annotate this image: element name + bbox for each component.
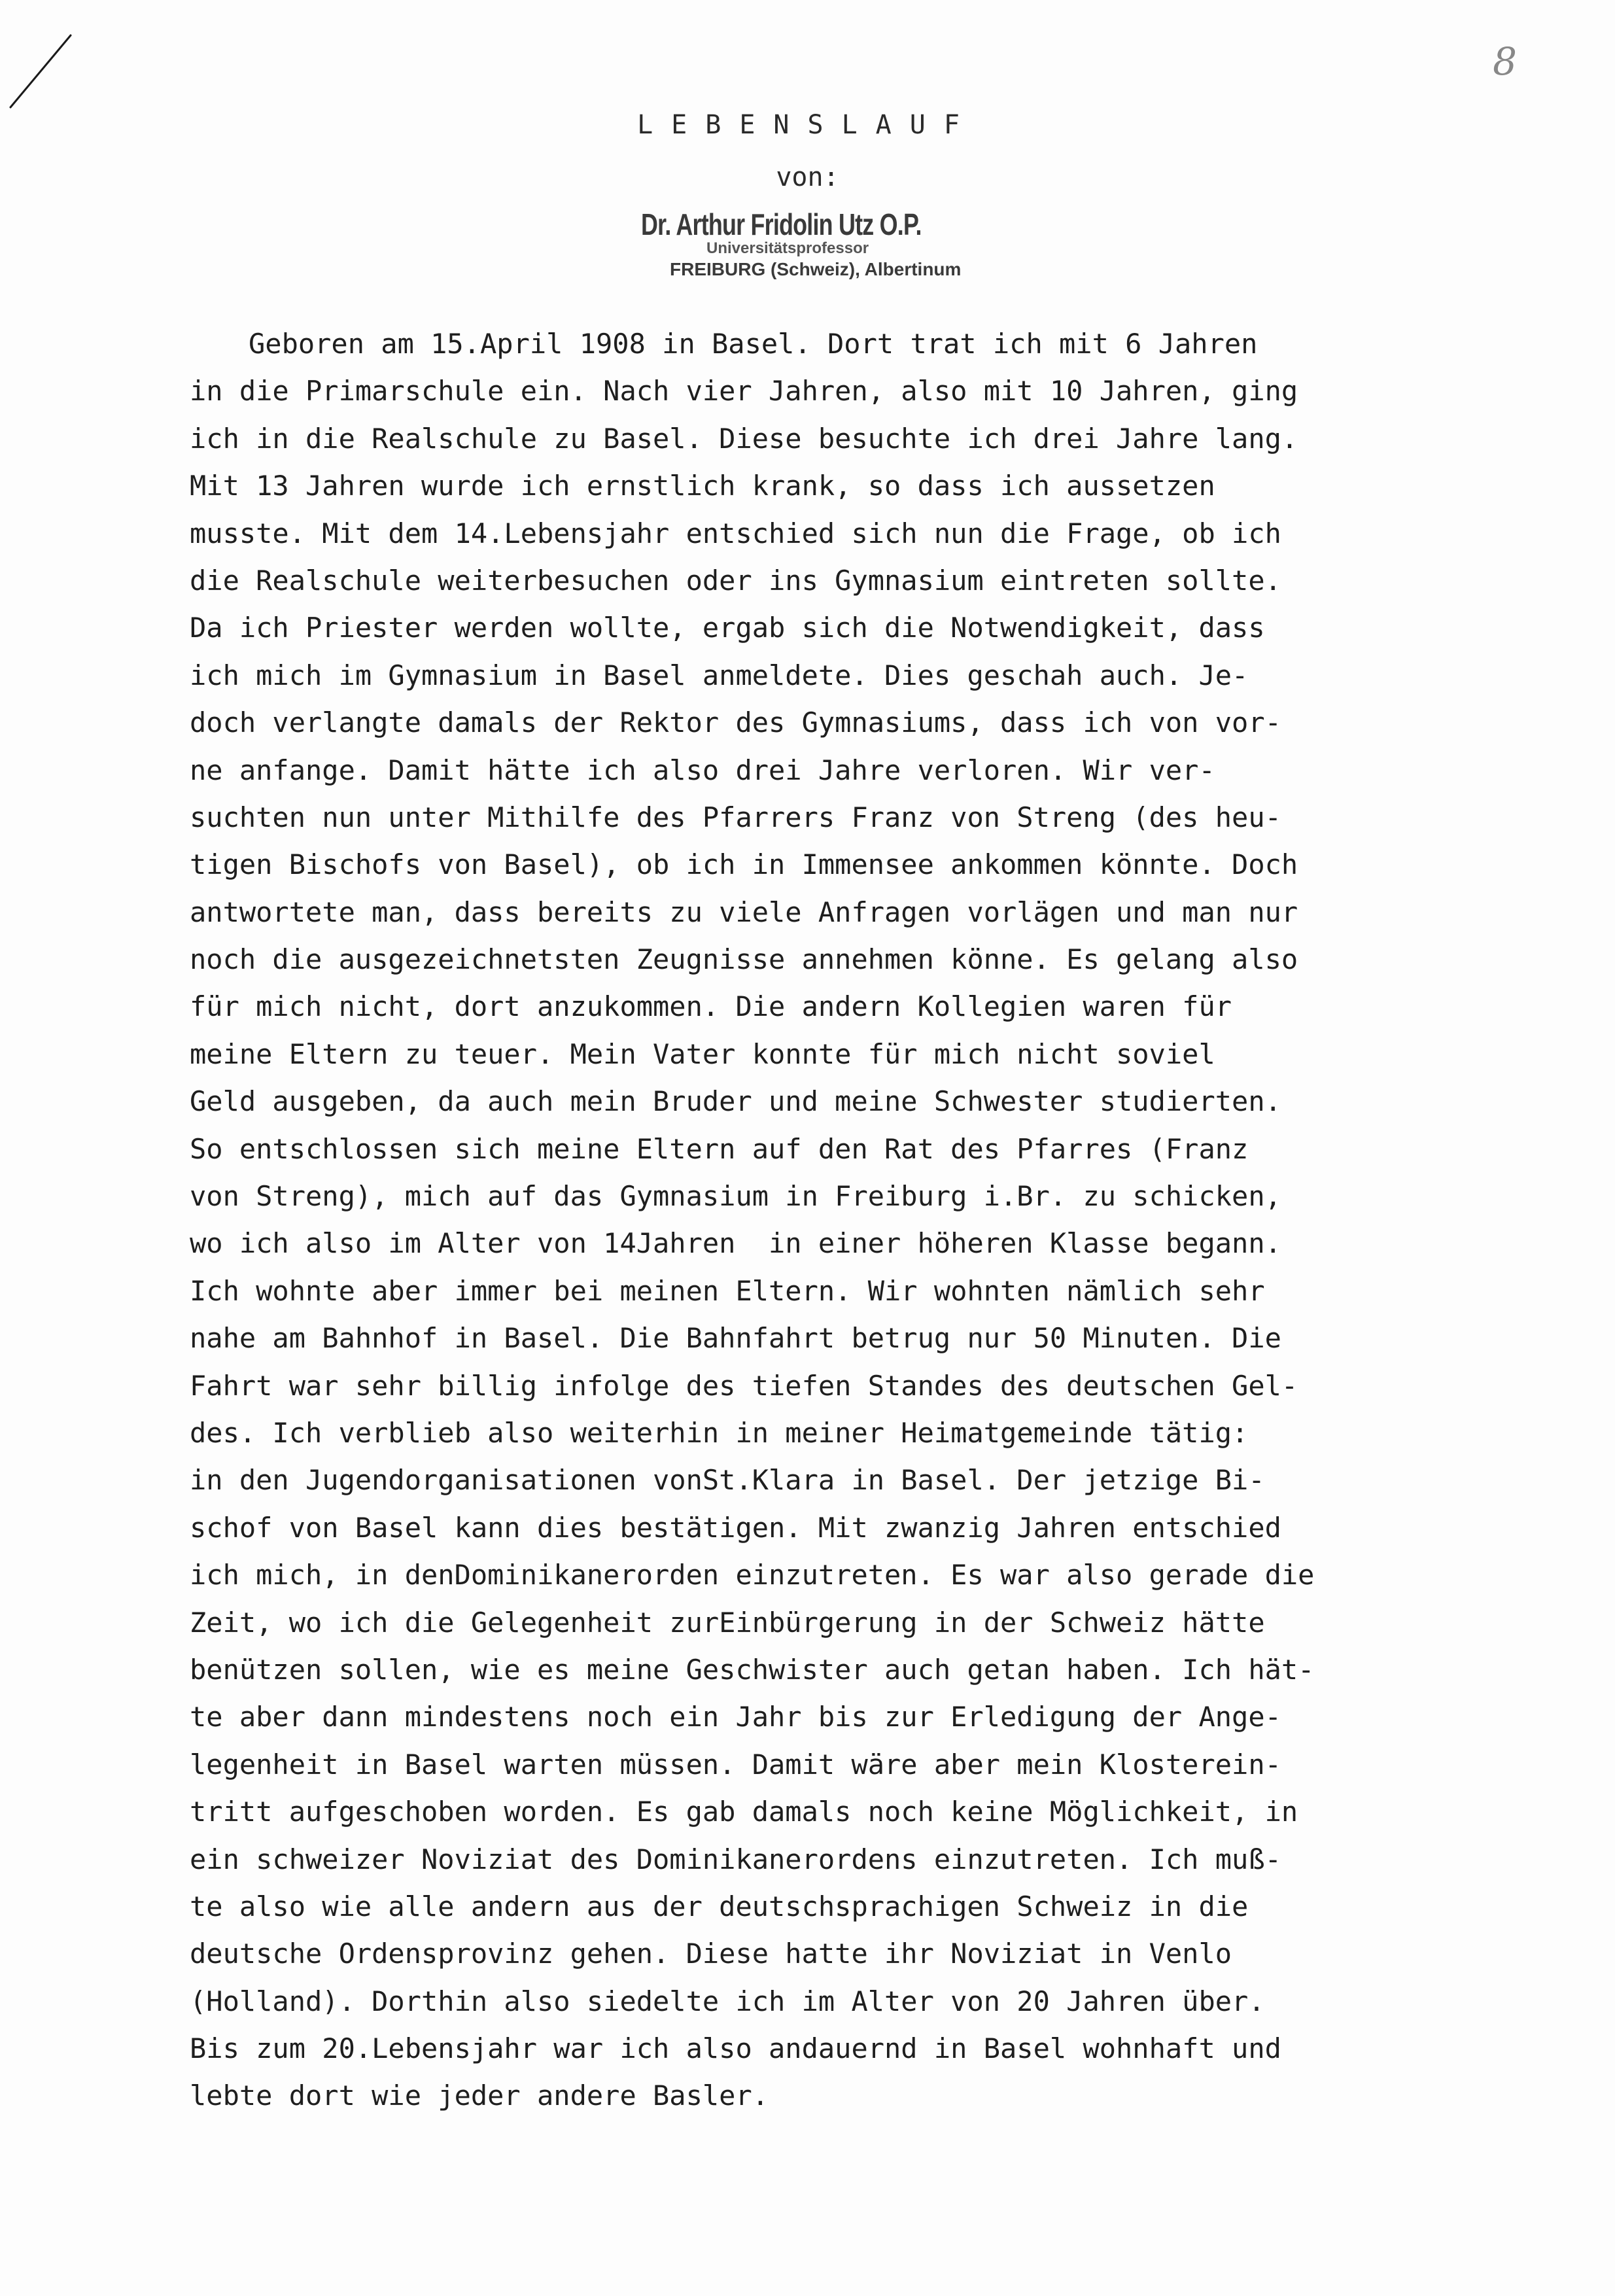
text-line: in die Primarschule ein. Nach vier Jahren, also mit 10 Jahren, ging [190,375,1298,408]
text-line: ich mich, in denDominikanerorden einzutreten. Es war also gerade die [190,1559,1315,1592]
text-line: (Holland). Dorthin also siedelte ich im Alter von 20 Jahren über. [190,1985,1265,2017]
text-line: wo ich also im Alter von 14Jahren in einer höheren Klasse begann. [190,1227,1281,1260]
text-line: te also wie alle andern aus der deutschsprachigen Schweiz in die [190,1890,1249,1922]
text-line: deutsche Ordensprovinz gehen. Diese hatte ihr Noviziat in Venlo [190,1938,1232,1970]
text-line: Fahrt war sehr billig infolge des tiefen Standes des deutschen Gel- [190,1369,1298,1402]
text-line: Geboren am 15.April 1908 in Basel. Dort trat ich mit 6 Jahren [249,328,1258,360]
text-line: Mit 13 Jahren wurde ich ernstlich krank, so dass ich aussetzen [190,470,1215,502]
text-line: te aber dann mindestens noch ein Jahr bis zur Erledigung der Ange- [190,1701,1281,1733]
text-line: ne anfange. Damit hätte ich also drei Jahre verloren. Wir ver- [190,754,1215,786]
text-line: Geld ausgeben, da auch mein Bruder und meine Schwester studierten. [190,1085,1281,1118]
page-number: 8 [1493,39,1517,84]
author-stamp [641,207,1033,280]
text-line: nahe am Bahnhof in Basel. Die Bahnfahrt betrug nur 50 Minuten. Die [190,1322,1281,1355]
text-line: noch die ausgezeichnetsten Zeugnisse annehmen könne. Es gelang also [190,943,1298,976]
text-line: legenheit in Basel warten müssen. Damit wäre aber mein Klosterein- [190,1748,1281,1781]
text-line: Zeit, wo ich die Gelegenheit zurEinbürgerung in der Schweiz hätte [190,1606,1265,1639]
text-line: lebte dort wie jeder andere Basler. [190,2079,769,2112]
text-line: Bis zum 20.Lebensjahr war ich also andauernd in Basel wohnhaft und [190,2032,1281,2065]
text-line: tritt aufgeschoben worden. Es gab damals noch keine Möglichkeit, in [190,1796,1298,1828]
text-line: von Streng), mich auf das Gymnasium in Freiburg i.Br. zu schicken, [190,1180,1281,1213]
pen-stroke-mark [7,26,85,111]
text-line: Da ich Priester werden wollte, ergab sich die Notwendigkeit, dass [190,612,1265,644]
text-line: schof von Basel kann dies bestätigen. Mit zwanzig Jahren entschied [190,1511,1281,1544]
text-line: So entschlossen sich meine Eltern auf den Rat des Pfarres (Franz [190,1132,1249,1165]
document-title: LEBENSLAUF [637,110,978,140]
text-line: die Realschule weiterbesuchen oder ins Gymnasium eintreten sollte. [190,564,1281,597]
text-line: doch verlangte damals der Rektor des Gymnasiums, dass ich von vor- [190,706,1281,739]
body-text [190,321,1537,2120]
text-line: tigen Bischofs von Basel), ob ich in Immensee ankommen könnte. Doch [190,848,1298,881]
stamp-name: Dr. Arthur Fridolin Utz O.P. [641,207,922,241]
text-line: ein schweizer Noviziat des Dominikanerordens einzutreten. Ich muß- [190,1843,1281,1875]
text-line: musste. Mit dem 14.Lebensjahr entschied sich nun die Frage, ob ich [190,517,1281,549]
stamp-place: FREIBURG (Schweiz), Albertinum [670,259,962,279]
text-line: suchten nun unter Mithilfe des Pfarrers Franz von Streng (des heu- [190,801,1281,833]
title-von: von: [776,162,839,192]
text-line: ich mich im Gymnasium in Basel anmeldete. Dies geschah auch. Je- [190,659,1249,691]
text-line: des. Ich verblieb also weiterhin in meiner Heimatgemeinde tätig: [190,1416,1249,1449]
text-line: ich in die Realschule zu Basel. Diese besuchte ich drei Jahre lang. [190,422,1298,455]
text-line: meine Eltern zu teuer. Mein Vater konnte für mich nicht soviel [190,1037,1215,1070]
text-line: antwortete man, dass bereits zu viele Anfragen vorlägen und man nur [190,896,1298,928]
text-line: Ich wohnte aber immer bei meinen Eltern. Wir wohnten nämlich sehr [190,1274,1265,1307]
stamp-role: Universitätsprofessor [706,239,869,257]
text-line: in den Jugendorganisationen vonSt.Klara in Basel. Der jetzige Bi- [190,1464,1265,1497]
text-line: für mich nicht, dort anzukommen. Die andern Kollegien waren für [190,990,1232,1023]
text-line: benützen sollen, wie es meine Geschwister auch getan haben. Ich hät- [190,1653,1315,1686]
